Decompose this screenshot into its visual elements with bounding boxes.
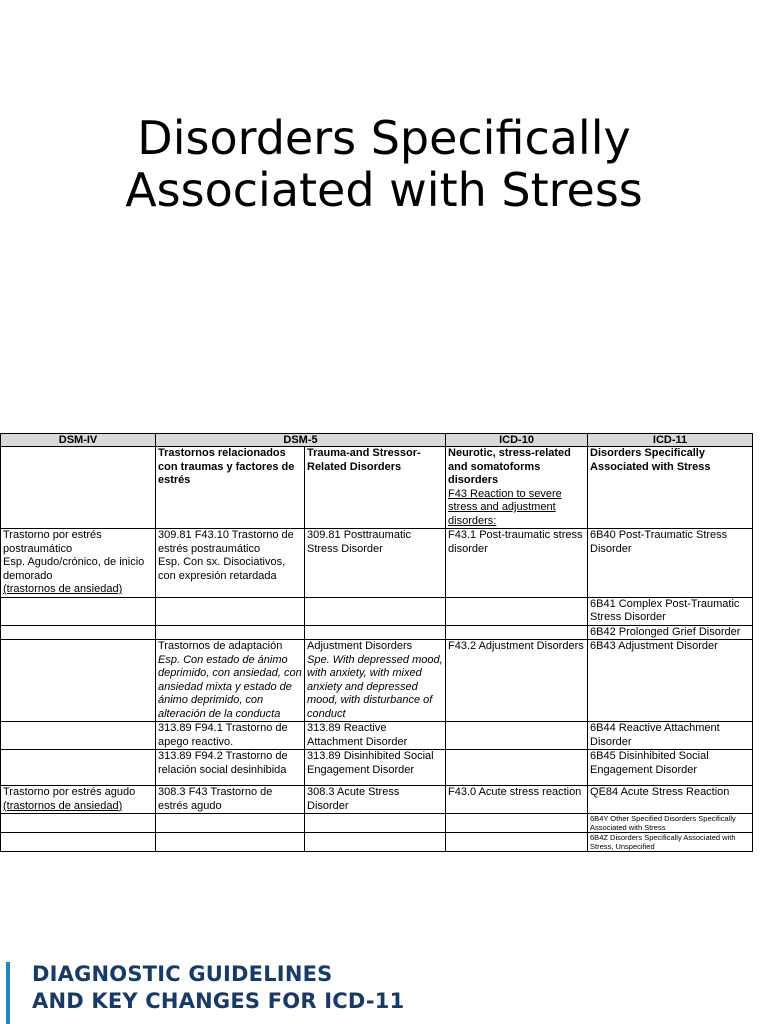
cell-text: (trastornos de ansiedad): [3, 583, 123, 595]
cell-empty: [1, 722, 156, 750]
cell-text: Trastorno por estrés postraumático: [3, 529, 102, 555]
cell-text: Spe. With depressed mood, with anxiety, with mixed anxiety and depressed mood, with disturbance of conduct: [307, 653, 443, 720]
table-row: [1, 786, 753, 814]
cell-empty: [1, 814, 156, 833]
cell-empty: [446, 750, 588, 786]
cell-empty: [1, 833, 156, 852]
cell-icd11: 6B40 Post-Traumatic Stress Disorder: [588, 529, 753, 598]
cell-empty: [446, 833, 588, 852]
cell-icd10-category: [446, 447, 588, 529]
cell-dsm5-es: 308.3 F43 Trastorno de estrés agudo: [156, 786, 305, 814]
cell-empty: [446, 814, 588, 833]
cell-empty: [305, 833, 446, 852]
cell-text: Adjustment Disorders: [307, 640, 413, 652]
cell-empty: [1, 625, 156, 640]
cell-icd10: F43.2 Adjustment Disorders: [446, 640, 588, 722]
header-dsm5: DSM-5: [156, 434, 446, 447]
cell-icd11: 6B4Z Disorders Specifically Associated with Stress, Unspecified: [588, 833, 753, 852]
cell-empty: [305, 814, 446, 833]
cell-icd11: 6B4Y Other Specified Disorders Specifically Associated with Stress: [588, 814, 753, 833]
cell-text: Trastornos de adaptación: [158, 640, 283, 652]
cell-empty: [156, 814, 305, 833]
brand-accent-bar: [6, 962, 10, 1024]
cell-empty: [156, 625, 305, 640]
slide-title: [0, 112, 768, 216]
cell-dsm5-es: 313.89 F94.2 Trastorno de relación social desinhibida: [156, 750, 305, 786]
header-icd10: ICD-10: [446, 434, 588, 447]
table-row: [1, 833, 753, 852]
cell-text: Esp. Con sx. Disociativos, con expresión retardada: [158, 556, 286, 582]
brand-text-line-2: AND KEY CHANGES FOR ICD-11: [32, 989, 405, 1013]
cell-empty: [446, 722, 588, 750]
cell-dsm5-es: 313.89 F94.1 Trastorno de apego reactivo.: [156, 722, 305, 750]
table-header-row: [1, 434, 753, 447]
table-row: [1, 640, 753, 722]
cell-icd11: QE84 Acute Stress Reaction: [588, 786, 753, 814]
category-label: Neurotic, stress-related and somatoforms disorders: [448, 447, 571, 486]
header-icd11: ICD-11: [588, 434, 753, 447]
cell-empty: [1, 447, 156, 529]
cell-icd11: 6B44 Reactive Attachment Disorder: [588, 722, 753, 750]
category-label: Disorders Specifically Associated with Stress: [590, 447, 711, 473]
cell-icd10: F43.0 Acute stress reaction: [446, 786, 588, 814]
cell-dsm5-en: [305, 640, 446, 722]
cell-dsm5-es-category: [156, 447, 305, 529]
cell-dsm4: [1, 786, 156, 814]
cell-text: Trastorno por estrés agudo: [3, 786, 136, 798]
category-label: Trastornos relacionados con traumas y factores de estrés: [158, 447, 295, 486]
cell-dsm5-es: [156, 529, 305, 598]
cell-dsm5-en: 309.81 Posttraumatic Stress Disorder: [305, 529, 446, 598]
table-row: [1, 597, 753, 625]
cell-text: 309.81 F43.10 Trastorno de estrés postraumático: [158, 529, 294, 555]
cell-dsm4: [1, 529, 156, 598]
cell-dsm5-en-category: [305, 447, 446, 529]
cell-icd11: 6B41 Complex Post-Traumatic Stress Disorder: [588, 597, 753, 625]
slide-title-line-1: Disorders Specifically: [137, 111, 631, 165]
cell-icd10: F43.1 Post-traumatic stress disorder: [446, 529, 588, 598]
cell-text: Esp. Agudo/crónico, de inicio demorado: [3, 556, 145, 582]
brand-text-line-1: DIAGNOSTIC GUIDELINES: [32, 962, 333, 986]
category-label: Trauma-and Stressor-Related Disorders: [307, 447, 421, 473]
cell-icd11-category: [588, 447, 753, 529]
slide-title-line-2: Associated with Stress: [125, 163, 643, 217]
table-row: [1, 529, 753, 598]
cell-empty: [156, 833, 305, 852]
table-row: [1, 814, 753, 833]
cell-icd11: 6B45 Disinhibited Social Engagement Disorder: [588, 750, 753, 786]
cell-dsm5-en: 313.89 Reactive Attachment Disorder: [305, 722, 446, 750]
header-dsm4: DSM-IV: [1, 434, 156, 447]
cell-empty: [156, 597, 305, 625]
cell-dsm5-es: [156, 640, 305, 722]
brand-logo: [6, 960, 766, 1024]
comparison-table: [0, 433, 753, 852]
cell-text: Esp. Con estado de ánimo deprimido, con ansiedad, con ansiedad mixta y estado de ánimo deprimido, con alteración de la conducta: [158, 653, 302, 720]
cell-empty: [446, 597, 588, 625]
table-row: [1, 625, 753, 640]
cell-empty: [1, 640, 156, 722]
table-row: [1, 750, 753, 786]
cell-icd11: 6B43 Adjustment Disorder: [588, 640, 753, 722]
cell-dsm5-en: 313.89 Disinhibited Social Engagement Disorder: [305, 750, 446, 786]
category-link-text: F43 Reaction to severe stress and adjustment disorders:: [448, 487, 562, 527]
cell-icd11: 6B42 Prolonged Grief Disorder: [588, 625, 753, 640]
cell-text: (trastornos de ansiedad): [3, 799, 123, 812]
table-row: [1, 722, 753, 750]
cell-dsm5-en: 308.3 Acute Stress Disorder: [305, 786, 446, 814]
cell-empty: [1, 597, 156, 625]
cell-empty: [446, 625, 588, 640]
table-row-subheader: [1, 447, 753, 529]
cell-empty: [1, 750, 156, 786]
cell-empty: [305, 625, 446, 640]
cell-empty: [305, 597, 446, 625]
